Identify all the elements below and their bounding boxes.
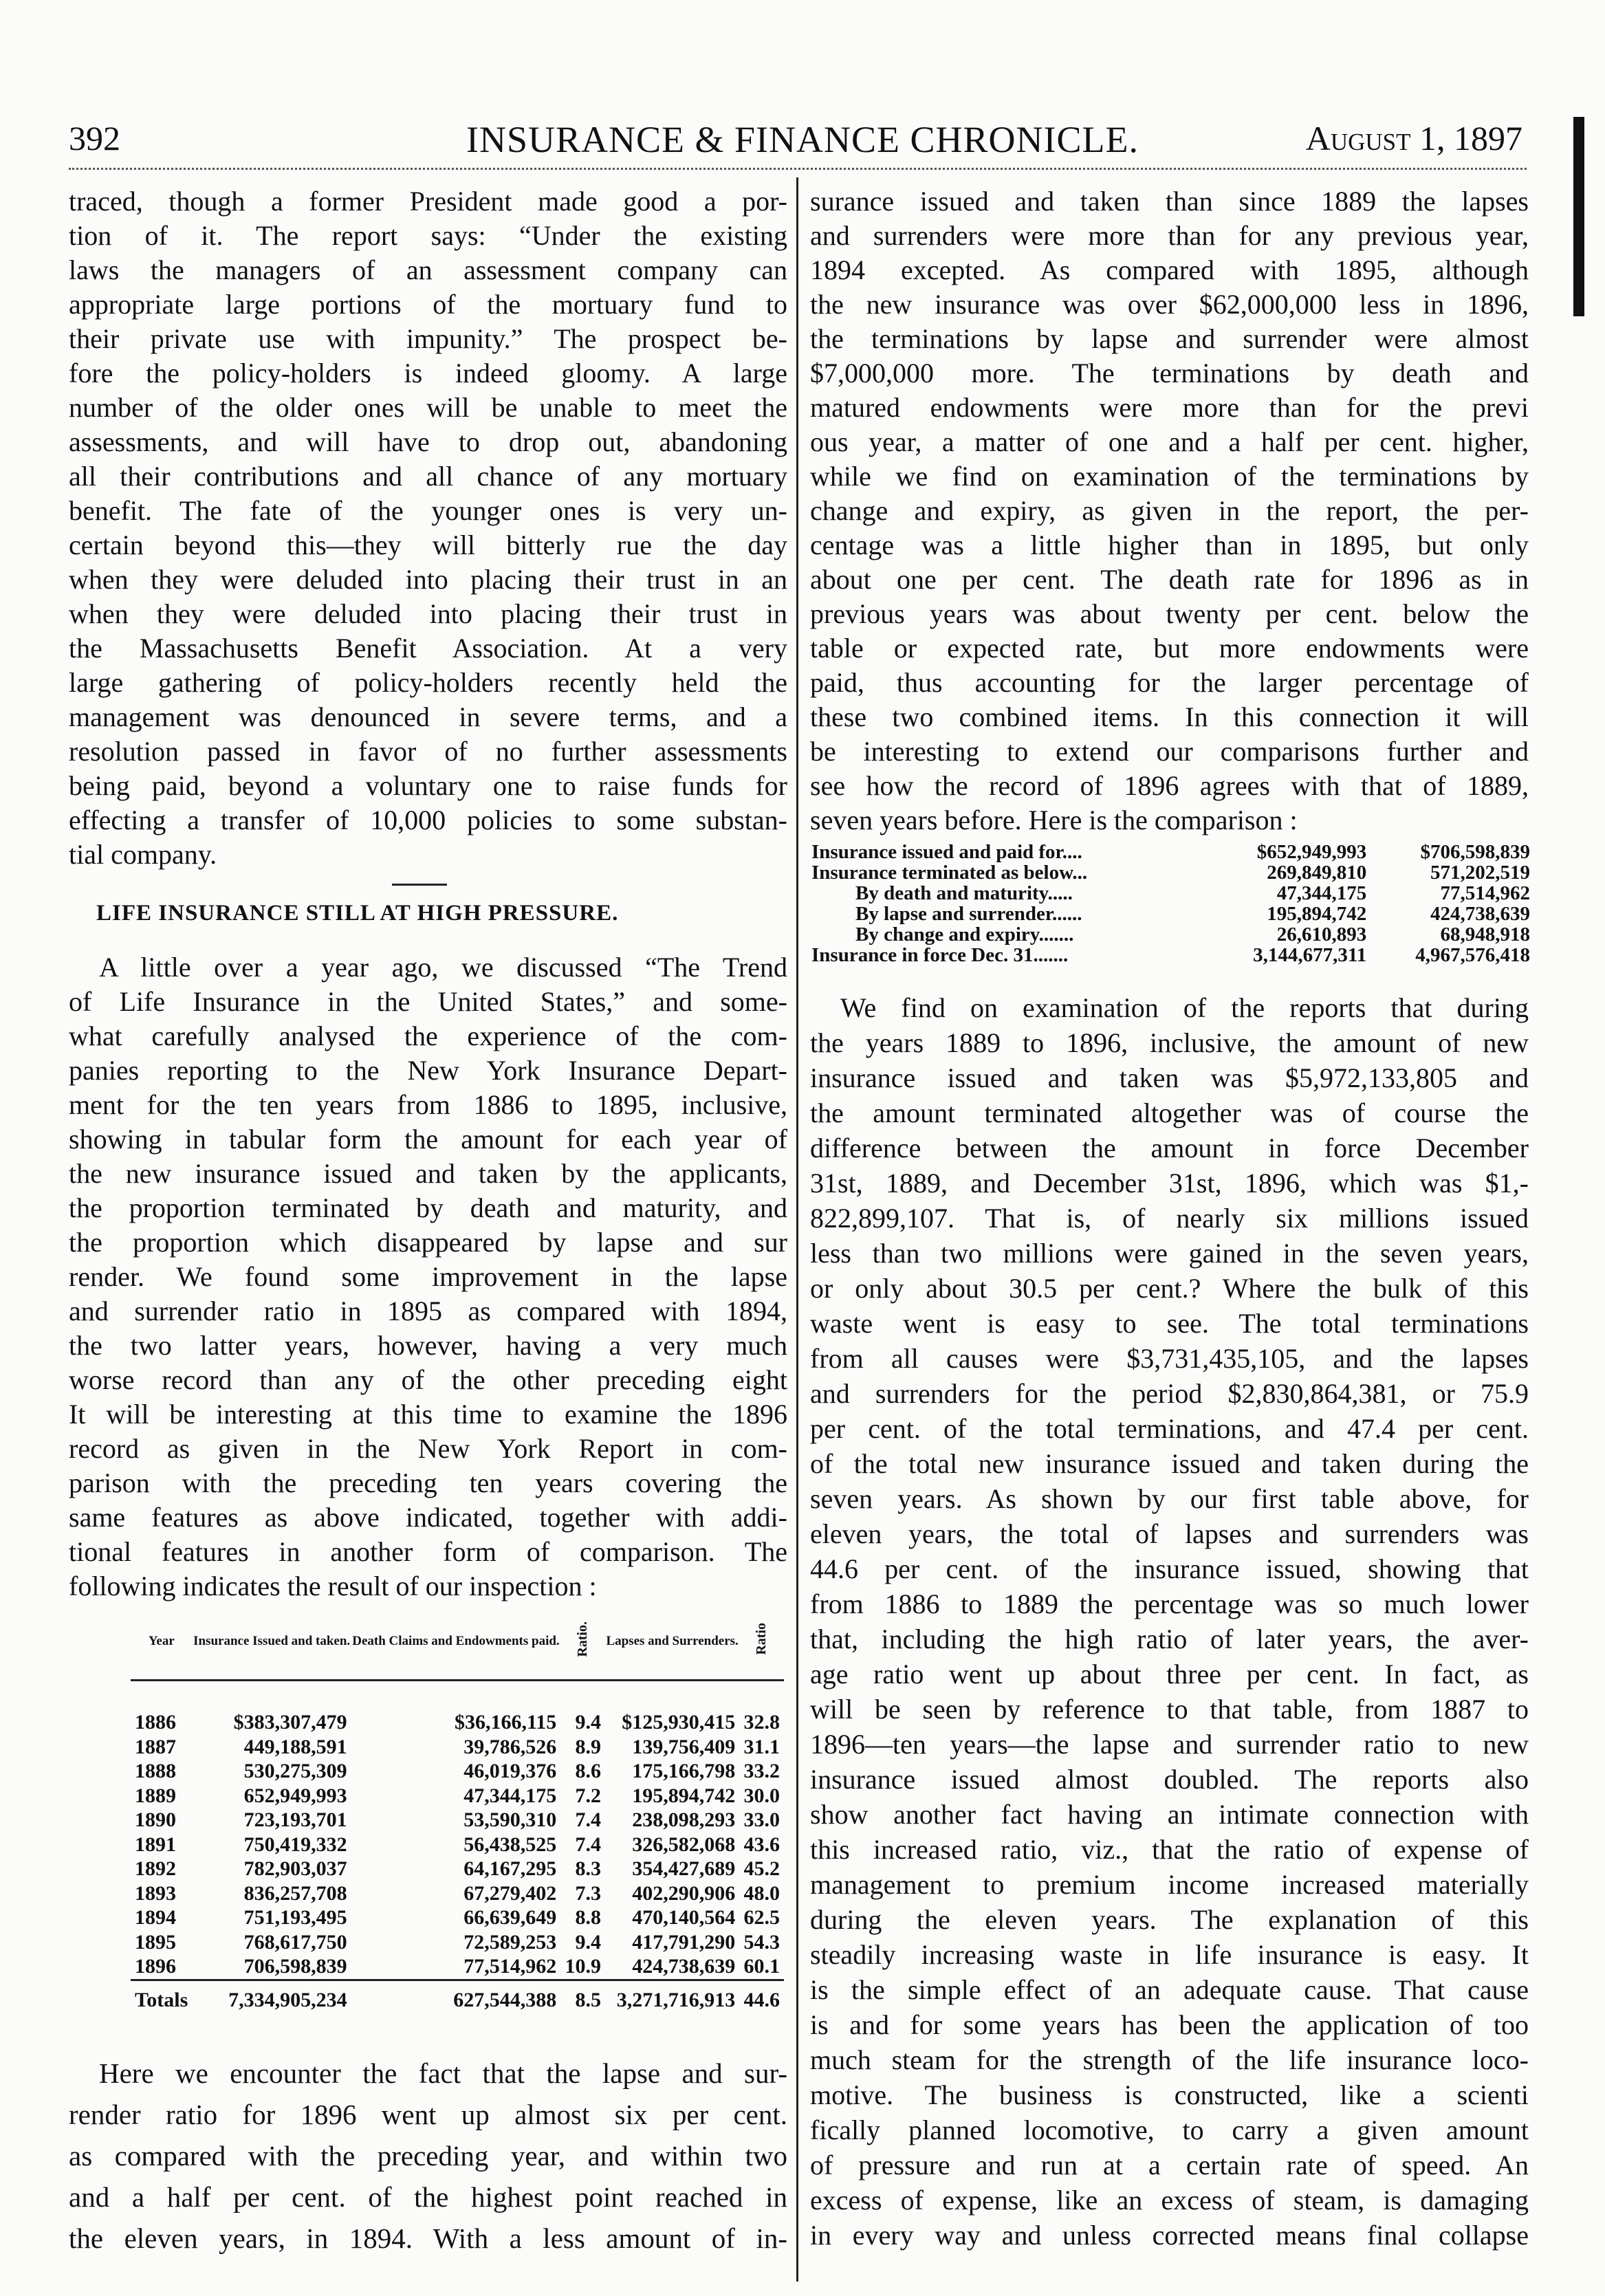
text-line: management to premium income increased materially (810, 1869, 1529, 1900)
table-cell: 60.1 (743, 1955, 780, 1978)
text-line: management was denounced in severe terms, and a (69, 701, 787, 732)
table-cell: 706,598,839 (243, 1955, 347, 1978)
table-cell: 8.3 (575, 1857, 602, 1881)
text-line: following indicates the result of our inspection : (69, 1571, 597, 1601)
text-line: and surrenders for the period $2,830,864,381, or 75.9 (810, 1378, 1529, 1409)
column-header (131, 1602, 193, 1681)
column-header-label: Ratio (754, 1623, 769, 1655)
text-line: centage was a little higher than in 1895, but only (810, 529, 1529, 560)
table-cell: 8.8 (575, 1906, 602, 1929)
text-line: tion of it. The report says: “Under the existing (69, 220, 787, 251)
table-cell: $36,166,115 (454, 1711, 557, 1734)
text-line: 1896—ten years—the lapse and surrender ratio to new (810, 1729, 1529, 1760)
table-cell: 62.5 (743, 1906, 780, 1929)
table-cell: 77,514,962 (1440, 882, 1530, 904)
table-cell: 627,544,388 (351, 1980, 561, 2020)
table-cell: 3,271,716,913 (605, 1980, 739, 2020)
text-line: while we find on examination of the terminations by (810, 461, 1529, 492)
text-line: the terminations by lapse and surrender were almost (810, 323, 1529, 354)
text-line: A little over a year ago, we discussed “The Trend (99, 952, 787, 983)
text-line: Here we encounter the fact that the lapse and sur- (99, 2057, 787, 2089)
table-cell: 56,438,525 (463, 1833, 557, 1856)
page-number: 392 (69, 119, 120, 157)
left-paragraph-2 (69, 950, 787, 1604)
text-line: fically planned locomotive, to carry a given amount (810, 2114, 1529, 2145)
table-cell: 449,188,591 (243, 1735, 347, 1758)
text-line: and surrenders were more than for any previous year, (810, 220, 1529, 251)
table-row (131, 1857, 784, 1881)
table-cell: 8.5 (560, 1980, 605, 2020)
column-header-label: Year (148, 1633, 175, 1648)
table-cell: $383,307,479 (233, 1711, 347, 1734)
table-row (811, 842, 1530, 862)
text-line: ment for the ten years from 1886 to 1895, inclusive, (69, 1089, 787, 1120)
text-line: the proportion terminated by death and maturity, and (69, 1192, 787, 1223)
table-row (811, 862, 1530, 883)
table-cell: $652,949,993 (1256, 841, 1367, 863)
table-cell: 8.6 (575, 1760, 602, 1783)
table-cell: $706,598,839 (1420, 841, 1530, 863)
table-cell: 7.2 (575, 1784, 602, 1807)
table-cell: 768,617,750 (243, 1930, 347, 1954)
table-cell: $125,930,415 (622, 1711, 736, 1734)
table-cell: 47,344,175 (463, 1784, 557, 1807)
table-row (131, 1710, 784, 1735)
column-header (193, 1602, 351, 1681)
text-line: seven years before. Here is the comparison : (810, 805, 1298, 835)
table-row (131, 1759, 784, 1784)
table-cell: 7,334,905,234 (193, 1980, 351, 2020)
column-header-label: Lapses and Surrenders. (606, 1633, 739, 1648)
table-cell: 1890 (135, 1808, 176, 1832)
table-cell: 751,193,495 (243, 1906, 347, 1929)
text-line: It will be interesting at this time to examine the 1896 (69, 1399, 787, 1430)
table-cell: 1888 (135, 1760, 176, 1783)
text-line: surance issued and taken than since 1889 the lapses (810, 186, 1529, 217)
table-row (811, 945, 1530, 965)
table-cell: 77,514,962 (463, 1955, 557, 1978)
text-line: being paid, beyond a voluntary one to raise funds for (69, 770, 787, 801)
table-cell: By death and maturity..... (855, 882, 1073, 904)
text-line: is the simple effect of an adequate cause. That cause (810, 1974, 1529, 2005)
text-line: paid, thus accounting for the larger percentage of (810, 667, 1529, 698)
text-line: the amount terminated altogether was of course the (810, 1097, 1529, 1128)
table-cell: 1896 (135, 1955, 176, 1978)
text-line: worse record than any of the other preceding eight (69, 1364, 787, 1395)
table-row (811, 904, 1530, 924)
table-cell: 195,894,742 (1267, 903, 1367, 925)
text-line: when they were deluded into placing their trust in an (69, 564, 787, 595)
text-line: and surrender ratio in 1895 as compared with 1894, (69, 1295, 787, 1326)
text-line: same features as above indicated, together with addi- (69, 1502, 787, 1533)
text-line: traced, though a former President made good a por- (69, 186, 787, 217)
table-cell: 1895 (135, 1930, 176, 1954)
text-line: the Massachusetts Benefit Association. At a very (69, 633, 787, 664)
table-row (131, 1735, 784, 1760)
text-line: insurance issued almost doubled. The reports also (810, 1764, 1529, 1795)
table-cell: 269,849,810 (1267, 862, 1367, 884)
table-cell: 44.6 (739, 1980, 784, 2020)
text-line: from all causes were $3,731,435,105, and the lapses (810, 1343, 1529, 1374)
text-line: $7,000,000 more. The terminations by death and (810, 358, 1529, 389)
text-line: age ratio went up about three per cent. In fact, as (810, 1659, 1529, 1690)
text-line: see how the record of 1896 agrees with that of 1889, (810, 770, 1529, 801)
table-cell: 53,590,310 (463, 1808, 557, 1832)
margin-bar (1573, 117, 1584, 316)
table-cell: Totals (131, 1980, 193, 2020)
table-cell: 652,949,993 (243, 1784, 347, 1807)
table-cell: 750,419,332 (243, 1833, 347, 1856)
table-row (811, 924, 1530, 945)
table-cell: 33.0 (743, 1808, 780, 1832)
table-row (131, 1905, 784, 1930)
table-cell: 9.4 (575, 1711, 602, 1734)
text-line: 822,899,107. That is, of nearly six millions issued (810, 1203, 1529, 1234)
table-cell: 1892 (135, 1857, 176, 1881)
table-cell: By lapse and surrender...... (855, 903, 1082, 925)
text-line: of Life Insurance in the United States,” and some- (69, 986, 787, 1017)
publication-title: INSURANCE & FINANCE CHRONICLE. (466, 119, 1139, 160)
text-line: matured endowments were more than for the previ (810, 392, 1529, 423)
text-line: change and expiry, as given in the report, the per- (810, 495, 1529, 526)
table-cell: 8.9 (575, 1735, 602, 1758)
table-cell: Insurance in force Dec. 31....... (811, 944, 1069, 966)
text-line: excess of expense, like an excess of steam, is damaging (810, 2185, 1529, 2216)
header-rule (69, 168, 1527, 170)
text-line: parison with the preceding ten years covering the (69, 1467, 787, 1498)
text-line: from 1886 to 1889 the percentage was so much lower (810, 1588, 1529, 1619)
text-line: motive. The business is constructed, like a scienti (810, 2079, 1529, 2110)
table-cell: 238,098,293 (632, 1808, 736, 1832)
table-row (131, 1808, 784, 1833)
text-line: as compared with the preceding year, and within two (69, 2140, 787, 2172)
text-line: is and for some years has been the application of too (810, 2009, 1529, 2040)
table-cell: 7.3 (575, 1881, 602, 1905)
table-cell: 782,903,037 (243, 1857, 347, 1881)
text-line: render. We found some improvement in the lapse (69, 1261, 787, 1292)
heading-rule (392, 884, 447, 886)
column-header (605, 1602, 739, 1681)
text-line: assessments, and will have to drop out, abandoning (69, 426, 787, 457)
text-line: showing in tabular form the amount for each year of (69, 1124, 787, 1155)
text-line: certain beyond this—they will bitterly rue the day (69, 529, 787, 560)
right-paragraph-2 (810, 990, 1529, 2253)
text-line: less than two millions were gained in the seven years, (810, 1238, 1529, 1269)
table-cell: 54.3 (743, 1930, 780, 1954)
text-line: the new insurance issued and taken by the applicants, (69, 1158, 787, 1189)
text-line: We find on examination of the reports that during (840, 992, 1529, 1023)
text-line: the two latter years, however, having a very much (69, 1330, 787, 1361)
text-line: appropriate large portions of the mortuary fund to (69, 289, 787, 320)
comparison-table (811, 842, 1530, 965)
table-cell: 1891 (135, 1833, 176, 1856)
table-cell: 45.2 (743, 1857, 780, 1881)
column-header-label: Insurance Issued and taken. (193, 1633, 351, 1648)
table-cell: 33.2 (743, 1760, 780, 1783)
table-cell: 47,344,175 (1276, 882, 1367, 904)
table-cell: 354,427,689 (632, 1857, 736, 1881)
insurance-table (131, 1602, 784, 2020)
table-cell: 67,279,402 (463, 1881, 557, 1905)
text-line: laws the managers of an assessment company can (69, 254, 787, 285)
table-cell: 1887 (135, 1735, 176, 1758)
text-line: benefit. The fate of the younger ones is very un- (69, 495, 787, 526)
text-line: steadily increasing waste in life insurance is easy. It (810, 1939, 1529, 1970)
table-cell: 46,019,376 (463, 1760, 557, 1783)
table-cell: 326,582,068 (632, 1833, 736, 1856)
right-paragraph-1 (810, 184, 1529, 838)
text-line: eleven years, the total of lapses and surrenders was (810, 1518, 1529, 1549)
column-header-label: Death Claims and Endowments paid. (352, 1633, 560, 1648)
text-line: or only about 30.5 per cent.? Where the bulk of this (810, 1273, 1529, 1304)
text-line: the proportion which disappeared by lapse and sur (69, 1227, 787, 1258)
text-line: resolution passed in favor of no further assessments (69, 736, 787, 767)
table-cell: 424,738,639 (1430, 903, 1530, 925)
table-cell: 4,967,576,418 (1415, 944, 1530, 966)
text-line: this increased ratio, viz., that the ratio of expense of (810, 1834, 1529, 1865)
text-line: 44.6 per cent. of the insurance issued, showing that (810, 1553, 1529, 1584)
table-cell: 3,144,677,311 (1253, 944, 1367, 966)
text-line: record as given in the New York Report in com- (69, 1433, 787, 1464)
table-cell: 26,610,893 (1276, 923, 1367, 945)
article-heading: LIFE INSURANCE STILL AT HIGH PRESSURE. (96, 901, 619, 926)
table-cell: 139,756,409 (632, 1735, 736, 1758)
text-line: previous years was about twenty per cent. below the (810, 598, 1529, 629)
text-line: what carefully analysed the experience of the com- (69, 1020, 787, 1051)
text-line: render ratio for 1896 went up almost six per cent. (69, 2099, 787, 2130)
table-row (131, 1784, 784, 1808)
table-cell: 402,290,906 (632, 1881, 736, 1905)
table-cell: 7.4 (575, 1833, 602, 1856)
table-row (131, 1833, 784, 1857)
table-cell: 31.1 (743, 1735, 780, 1758)
text-line: all their contributions and all chance of any mortuary (69, 461, 787, 492)
table-cell: 9.4 (575, 1930, 602, 1954)
text-line: number of the older ones will be unable to meet the (69, 392, 787, 423)
text-line: much steam for the strength of the life insurance loco- (810, 2044, 1529, 2075)
table-row (131, 1881, 784, 1906)
table-row (131, 1954, 784, 1980)
table-cell: 43.6 (743, 1833, 780, 1856)
issue-date: August 1, 1897 (1305, 119, 1522, 157)
left-paragraph-3 (69, 2053, 787, 2259)
text-line: the new insurance was over $62,000,000 less in 1896, (810, 289, 1529, 320)
text-line: waste went is easy to see. The total terminations (810, 1308, 1529, 1339)
table-cell: 1894 (135, 1906, 176, 1929)
text-line: that, including the high ratio of later years, the aver- (810, 1623, 1529, 1654)
table-cell: Insurance issued and paid for.... (811, 841, 1082, 863)
text-line: be interesting to extend our comparisons further and (810, 736, 1529, 767)
text-line: 1894 excepted. As compared with 1895, although (810, 254, 1529, 285)
table-cell: 470,140,564 (632, 1906, 736, 1929)
text-line: table or expected rate, but more endowments were (810, 633, 1529, 664)
table-cell: 64,167,295 (463, 1857, 557, 1881)
table-cell: 66,639,649 (463, 1906, 557, 1929)
table-cell: 10.9 (565, 1955, 602, 1978)
table-row (131, 1930, 784, 1955)
table-cell: 32.8 (743, 1711, 780, 1734)
text-line: ous year, a matter of one and a half per cent. higher, (810, 426, 1529, 457)
text-line: show another fact having an intimate connection with (810, 1799, 1529, 1830)
text-line: of pressure and run at a certain rate of speed. An (810, 2150, 1529, 2180)
text-line: these two combined items. In this connection it will (810, 701, 1529, 732)
text-line: about one per cent. The death rate for 1896 as in (810, 564, 1529, 595)
column-header-label: Ratio. (575, 1621, 591, 1657)
table-cell: 417,791,290 (632, 1930, 736, 1954)
text-line: during the eleven years. The explanation of this (810, 1904, 1529, 1935)
left-paragraph-1 (69, 184, 787, 872)
table-cell: 68,948,918 (1440, 923, 1530, 945)
table-cell: Insurance terminated as below... (811, 862, 1088, 884)
table-cell: 571,202,519 (1430, 862, 1530, 884)
text-line: the eleven years, in 1894. With a less amount of in- (69, 2222, 787, 2254)
text-line: difference between the amount in force December (810, 1133, 1529, 1163)
table-cell: 530,275,309 (243, 1760, 347, 1783)
text-line: their private use with impunity.” The prospect be- (69, 323, 787, 354)
spacer-row (131, 1681, 784, 1711)
text-line: effecting a transfer of 10,000 policies to some substan- (69, 805, 787, 835)
table-cell: 1893 (135, 1881, 176, 1905)
table-cell: 30.0 (743, 1784, 780, 1807)
text-line: seven years. As shown by our first table above, for (810, 1483, 1529, 1514)
table-cell: 72,589,253 (463, 1930, 557, 1954)
column-header (739, 1602, 784, 1681)
text-line: per cent. of the total terminations, and 47.4 per cent. (810, 1413, 1529, 1444)
table-cell: 723,193,701 (243, 1808, 347, 1832)
table-cell: 195,894,742 (632, 1784, 736, 1807)
text-line: large gathering of policy-holders recently held the (69, 667, 787, 698)
column-header (351, 1602, 561, 1681)
text-line: tional features in another form of comparison. The (69, 1536, 787, 1567)
table-cell: 39,786,526 (463, 1735, 557, 1758)
text-line: fore the policy-holders is indeed gloomy. A large (69, 358, 787, 389)
column-header (560, 1602, 605, 1681)
table-cell: 48.0 (743, 1881, 780, 1905)
table-cell: 1889 (135, 1784, 176, 1807)
text-line: insurance issued and taken was $5,972,133,805 and (810, 1062, 1529, 1093)
table-cell: 7.4 (575, 1808, 602, 1832)
table-row (131, 1980, 784, 2020)
table-cell: By change and expiry....... (855, 923, 1074, 945)
table-cell: 836,257,708 (243, 1881, 347, 1905)
text-line: the years 1889 to 1896, inclusive, the amount of new (810, 1027, 1529, 1058)
text-line: when they were deluded into placing their trust in (69, 598, 787, 629)
text-line: in every way and unless corrected means final collapse (810, 2220, 1529, 2251)
column-divider (796, 177, 798, 2282)
text-line: panies reporting to the New York Insurance Depart- (69, 1055, 787, 1086)
text-line: 31st, 1889, and December 31st, 1896, which was $1,- (810, 1168, 1529, 1199)
table-row (811, 883, 1530, 904)
text-line: and a half per cent. of the highest point reached in (69, 2181, 787, 2213)
text-line: tial company. (69, 839, 217, 870)
text-line: will be seen by reference to that table, from 1887 to (810, 1694, 1529, 1725)
table-header-row (131, 1602, 784, 1681)
text-line: of the total new insurance issued and taken during the (810, 1448, 1529, 1479)
table-cell: 175,166,798 (632, 1760, 736, 1783)
table-cell: 424,738,639 (632, 1955, 736, 1978)
table-cell: 1886 (135, 1711, 176, 1734)
